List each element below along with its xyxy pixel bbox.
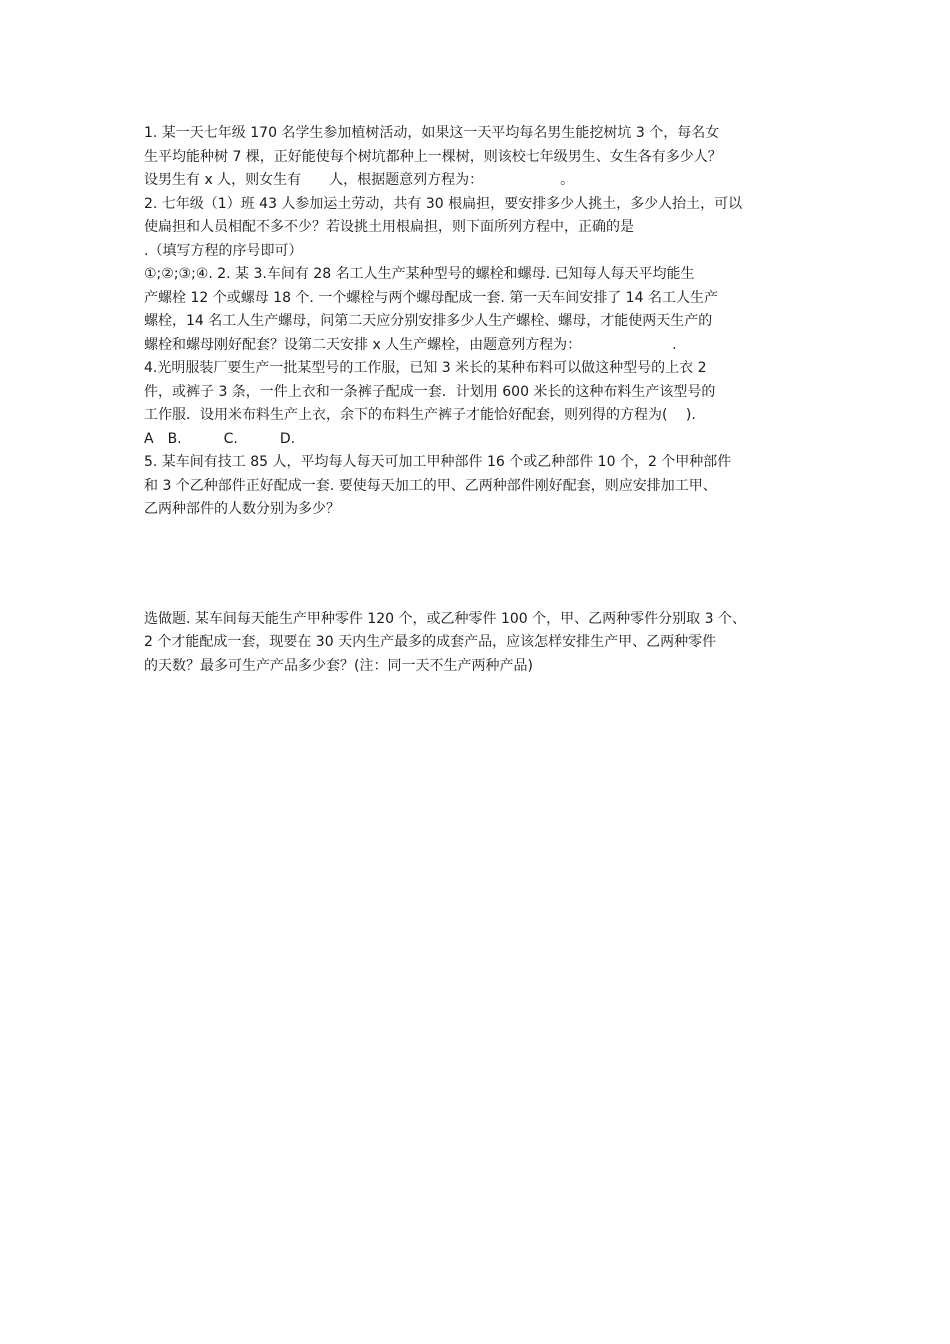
bonus-problem-line-2: 2 个才能配成一套，现要在 30 天内生产最多的成套产品，应该怎样安排生产甲、乙两种零件	[144, 634, 717, 650]
problem-5-line-3: 乙两种部件的人数分别为多少？	[144, 501, 340, 517]
problem-4-line-1: 4.光明服装厂要生产一批某型号的工作服，已知 3 米长的某种布料可以做这种型号的上衣 2	[144, 360, 707, 376]
problem-3-line-2: 产螺栓 12 个或螺母 18 个. 一个螺栓与两个螺母配成一套. 第一天车间安排了 14 名工人生产	[144, 289, 718, 306]
document-body	[144, 122, 816, 678]
problem-3-line-3: 螺栓，14 名工人生产螺母，问第二天应分别安排多少人生产螺栓、螺母，才能使两天生产的	[144, 313, 713, 329]
problem-3-line-1: ①;②;③;④. 2. 某 3.车间有 28 名工人生产某种型号的螺栓和螺母. 已知每人每天平均能生	[144, 266, 695, 282]
problem-4-options: A B. C. D.	[144, 430, 296, 447]
problem-4-line-3: 工作服．设用米布料生产上衣，余下的布料生产裤子才能恰好配套，则列得的方程为( ).	[144, 407, 696, 423]
problem-2-line-1: 2. 七年级（1）班 43 人参加运土劳动，共有 30 根扁担，要安排多少人挑土，多少人抬土，可以	[144, 195, 743, 212]
problem-5-line-2: 和 3 个乙种部件正好配成一套. 要使每天加工的甲、乙两种部件刚好配套，则应安排加工甲、	[144, 477, 717, 494]
problem-1-line-1: 1. 某一天七年级 170 名学生参加植树活动，如果这一天平均每名男生能挖树坑 3 个，每名女	[144, 125, 720, 141]
problem-3-line-4: 螺栓和螺母刚好配套？设第二天安排 x 人生产螺栓，由题意列方程为： .	[144, 336, 677, 353]
problem-2-line-2: 使扁担和人员相配不多不少？若设挑土用根扁担，则下面所列方程中，正确的是	[144, 219, 634, 235]
problem-4-line-2: 件，或裤子 3 条，一件上衣和一条裤子配成一套．计划用 600 米长的这种布料生产该型号的	[144, 383, 716, 400]
bonus-problem-line-1: 选做题. 某车间每天能生产甲种零件 120 个，或乙种零件 100 个，甲、乙两种零件分别取 3 个、	[144, 610, 746, 627]
problem-1-line-3: 设男生有 x 人，则女生有 人，根据题意列方程为： 。	[144, 172, 575, 188]
problem-5-line-1: 5. 某车间有技工 85 人，平均每人每天可加工甲种部件 16 个或乙种部件 10 个，2 个甲种部件	[144, 454, 732, 470]
problem-2-line-3: .（填写方程的序号即可）	[144, 242, 303, 259]
blank-space	[144, 522, 816, 608]
problem-1-line-2: 生平均能种树 7 棵，正好能使每个树坑都种上一棵树，则该校七年级男生、女生各有多少人？	[144, 148, 722, 165]
bonus-problem-line-3: 的天数？最多可生产产品多少套？(注：同一天不生产两种产品)	[144, 657, 533, 674]
